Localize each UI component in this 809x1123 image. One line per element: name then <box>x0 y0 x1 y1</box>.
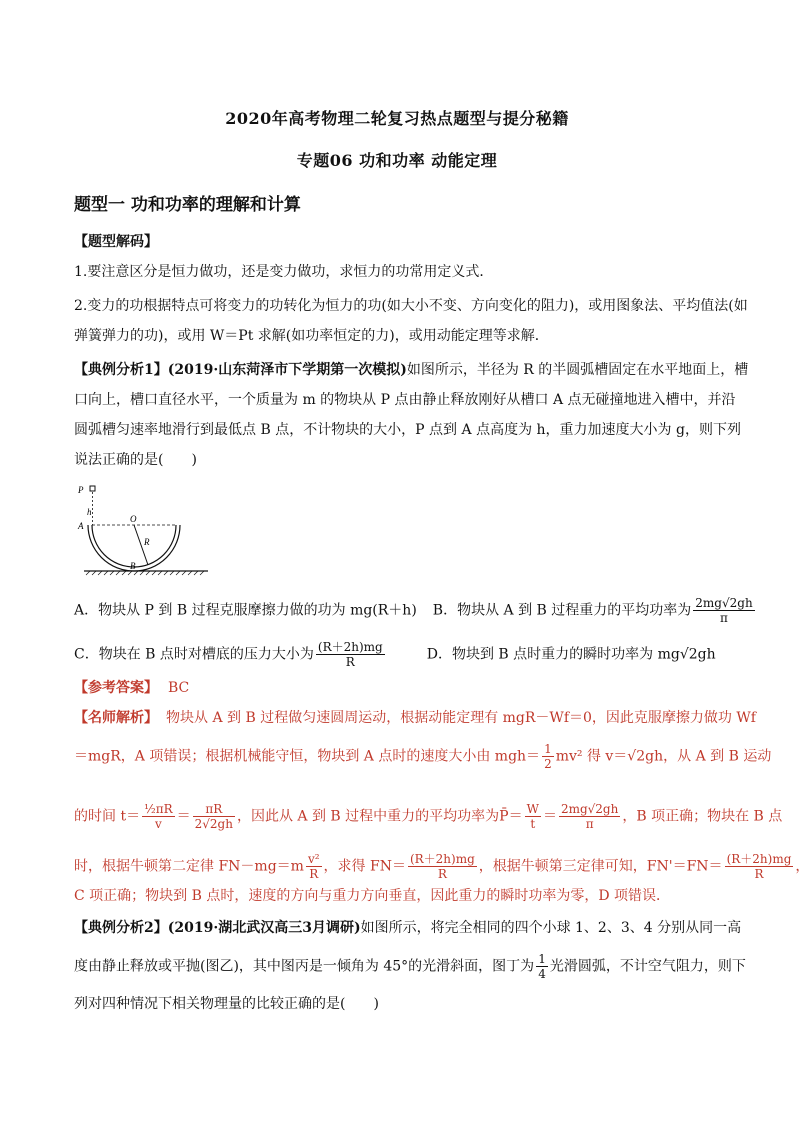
option-b-fraction: $\frac{2mg√2gh}{\pi}$ <box>695 596 753 625</box>
label-a: A <box>78 521 84 531</box>
label-o: O <box>130 514 137 524</box>
decode-item-2-line-1: 2.变力的功根据特点可将变力的功转化为恒力的功(如大小不变、方向变化的阻力)，或用图象法、平均值法(如 <box>74 298 748 314</box>
label-h: h <box>87 507 92 517</box>
analysis-label: 【名师解析】 <box>74 710 158 726</box>
example2-line-2: 度由静止释放或平抛(图乙)，其中图丙是一倾角为 45°的光滑斜面，图丁为 $\frac{1}{4}$ 光滑圆弧，不计空气阻力，则下 <box>74 952 746 981</box>
example1-line-4: 说法正确的是( ) <box>74 452 197 468</box>
decode-label: 【题型解码】 <box>74 234 158 250</box>
options-row-1 <box>74 596 753 625</box>
option-c-fraction: $\frac{(R+2h)mg}{R}$ <box>317 640 383 669</box>
example1-text-1: 如图所示，半径为 R 的半圆弧槽固定在水平地面上，槽 <box>406 362 749 378</box>
document-title: 2020年高考物理二轮复习热点题型与提分秘籍 <box>225 109 569 128</box>
label-r: R <box>144 537 150 547</box>
block-p <box>90 486 95 491</box>
document-subtitle: 专题06 功和功率 动能定理 <box>296 151 498 170</box>
options-row-2 <box>74 640 724 669</box>
decode-item-2-line-2: 弹簧弹力的功)，或用 W＝Pt 求解(如功率恒定的力)，或用动能定理等求解． <box>74 328 549 344</box>
example2-line-3: 列对四种情况下相关物理量的比较正确的是( ) <box>74 996 379 1012</box>
section-heading: 题型一 功和功率的理解和计算 <box>74 195 301 215</box>
analysis-line-1: 【名师解析】 物块从 A 到 B 过程做匀速圆周运动，根据动能定理有 mgR－Wf＝0，因此克服摩擦力做功 Wf <box>74 710 756 726</box>
option-a: A．物块从 P 到 B 过程克服摩擦力做的功为 mg(R＋h) <box>74 602 417 619</box>
example1-label: 【典例分析1】 <box>74 362 168 378</box>
analysis-line-4: 时，根据牛顿第二定律 FN－mg＝m $\frac{\text{v²}}{R}$ ，求得 FN＝ $\frac{(R+2h)mg}{R}$ ，根据牛顿第三定律可知，FN'＝FN＝ $\frac{(R+2h)mg}{R}$ ， <box>74 852 809 881</box>
option-c: C．物块在 B 点时对槽底的压力大小为 <box>74 646 314 663</box>
example2-line-1: 【典例分析2】(2019·湖北武汉高三3月调研)如图所示，将完全相同的四个小球 1、2、3、4 分别从同一高 <box>74 920 742 936</box>
example1-line-2: 口向上，槽口直径水平，一个质量为 m 的物块从 P 点由静止释放刚好从槽口 A 点无碰撞地进入槽中，并沿 <box>74 392 736 408</box>
answer-row <box>74 678 724 698</box>
label-p: P <box>78 485 84 495</box>
answer-value: BC <box>168 680 190 696</box>
option-b: B．物块从 A 到 B 过程重力的平均功率为 <box>432 602 692 619</box>
example1-line-3: 圆弧槽匀速率地滑行到最低点 B 点，不计物块的大小，P 点到 A 点高度为 h，重力加速度大小为 g，则下列 <box>74 422 741 438</box>
analysis-line-3: 的时间 t＝ $\frac{\text{½πR}}{v}$ ＝ $\frac{\pi R}{2√2gh}$ ，因此从 A 到 B 过程中重力的平均功率为P̄＝ $\frac{W}{t}$ ＝ $\frac{2mg√2gh}{\pi}$ ，B 项正确；物块在 B 点 <box>74 802 783 831</box>
example2-label: 【典例分析2】 <box>74 920 168 936</box>
example2-source: (2019·湖北武汉高三3月调研) <box>167 920 361 936</box>
label-b: B <box>130 561 136 571</box>
option-d: D．物块到 B 点时重力的瞬时功率为 mg√2gh <box>426 646 716 663</box>
analysis-line-2: ＝mgR，A 项错误；根据机械能守恒，物块到 A 点时的速度大小由 mgh＝ $\frac{1}{2}$ mv² 得 v＝√2gh，从 A 到 B 运动 <box>74 742 772 771</box>
example1-source: (2019·山东菏泽市下学期第一次模拟) <box>167 362 407 378</box>
answer-label: 【参考答案】 <box>74 680 158 696</box>
trough-figure <box>76 483 236 581</box>
analysis-line-5: C 项正确；物块到 B 点时，速度的方向与重力方向垂直，因此重力的瞬时功率为零，D 项错误． <box>74 888 671 904</box>
decode-item-1: 1.要注意区分是恒力做功，还是变力做功，求恒力的功常用定义式． <box>74 264 494 280</box>
example1-line-1 <box>74 360 749 380</box>
